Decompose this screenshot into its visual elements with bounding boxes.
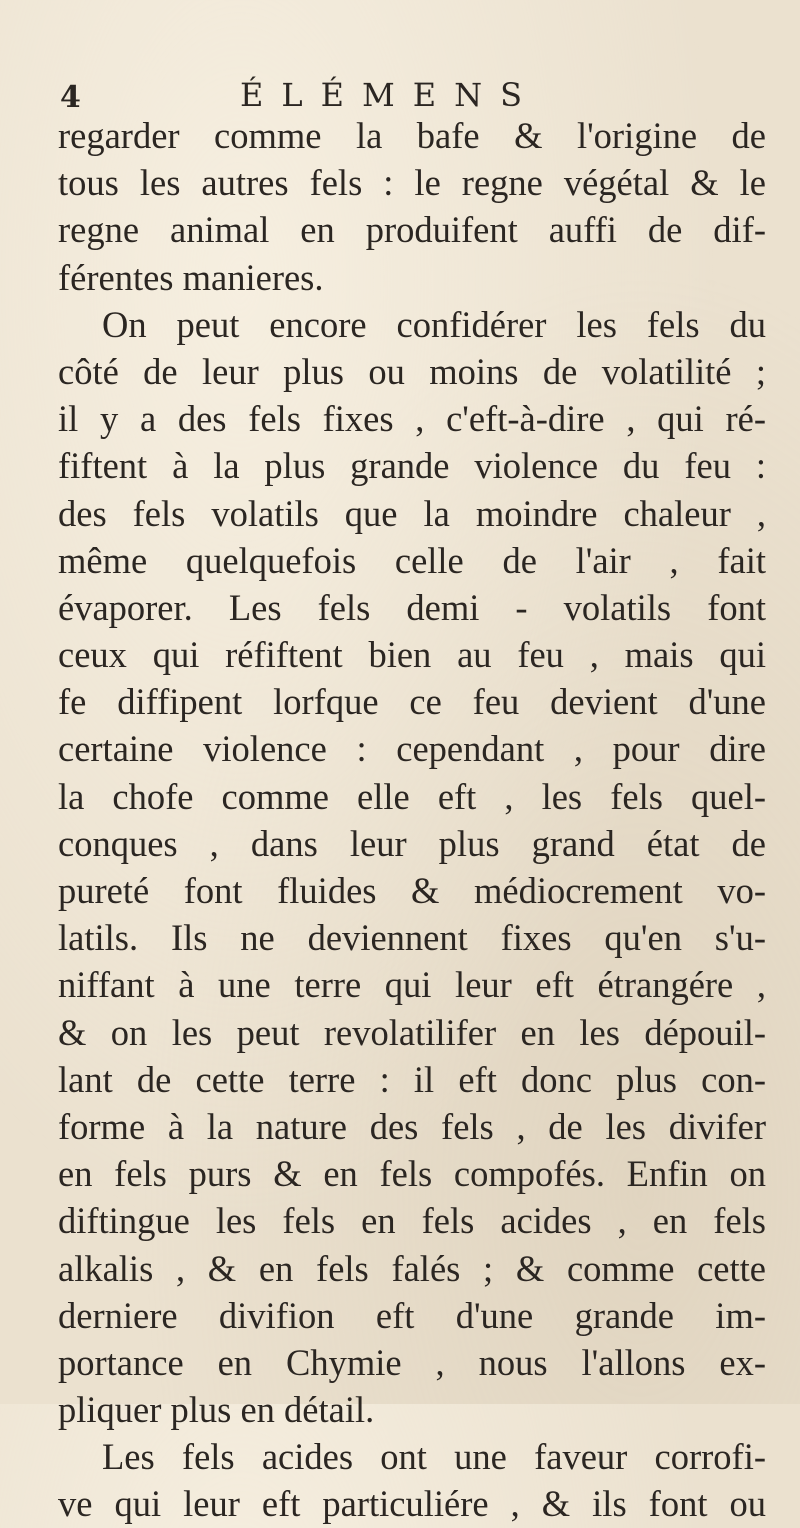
text-line: tous les autres fels : le regne végétal & le [58,162,766,204]
text-line: portance en Chymie , nous l'allons ex- [58,1341,766,1383]
text-line: des fels volatils que la moindre chaleur , [58,492,766,534]
text-line: conques , dans leur plus grand état de [58,822,766,864]
body-text [58,112,766,1528]
text-line: férentes manieres. [58,256,324,298]
text-line: ceux qui réfiftent bien au feu , mais qui [58,634,766,676]
text-line: la chofe comme elle eft , les fels quel- [58,775,766,817]
text-line: évaporer. Les fels demi - volatils font [58,586,766,628]
text-line: Les fels acides ont une faveur corrofi- [102,1436,766,1478]
text-line: alkalis , & en fels falés ; & comme cette [58,1247,766,1289]
text-line: pliquer plus en détail. [58,1389,375,1431]
text-line: latils. Ils ne deviennent fixes qu'en s'u- [58,917,766,959]
page-number: 4 [60,80,81,115]
text-line: ve qui leur eft particuliére , & ils font ou [58,1483,766,1525]
text-line: niffant à une terre qui leur eft étrangére , [58,964,766,1006]
text-line: même quelquefois celle de l'air , fait [58,539,766,581]
text-line: lant de cette terre : il eft donc plus con- [58,1058,766,1100]
text-line: il y a des fels fixes , c'eft-à-dire , qui ré- [58,398,766,440]
running-head: ÉLÉMENS [240,76,541,114]
text-line: en fels purs & en fels compofés. Enfin on [58,1153,766,1195]
text-line: certaine violence : cependant , pour dire [58,728,766,770]
text-line: derniere divifion eft d'une grande im- [58,1294,766,1336]
text-line: diftingue les fels en fels acides , en fels [58,1200,766,1242]
text-line: forme à la nature des fels , de les divifer [58,1105,766,1147]
text-line: côté de leur plus ou moins de volatilité ; [58,350,766,392]
text-line: fiftent à la plus grande violence du feu : [58,445,766,487]
text-line: On peut encore confidérer les fels du [102,303,766,345]
text-line: regarder comme la bafe & l'origine de [58,115,766,156]
text-line: fe diffipent lorfque ce feu devient d'une [58,681,766,723]
text-line: & on les peut revolatilifer en les dépouil- [58,1011,766,1053]
text-line: regne animal en produifent auffi de dif- [58,209,766,251]
text-line: pureté font fluides & médiocrement vo- [58,870,766,911]
